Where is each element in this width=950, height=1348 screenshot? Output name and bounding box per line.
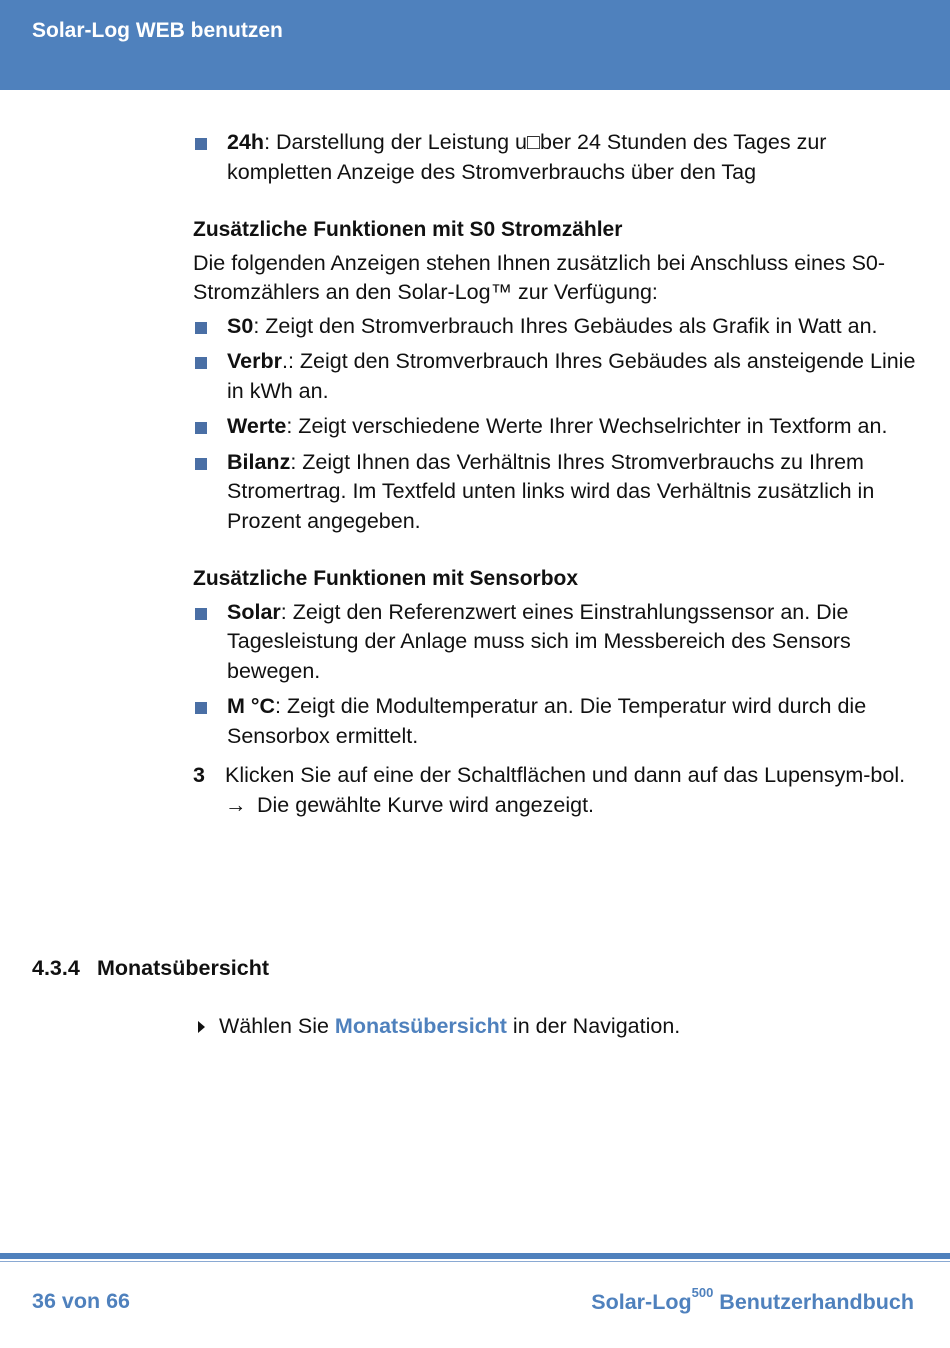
instruction-before: Wählen Sie xyxy=(219,1014,335,1038)
header-title: Solar-Log WEB benutzen xyxy=(32,19,283,42)
monatsuebersicht-link[interactable]: Monatsübersicht xyxy=(334,1014,507,1038)
item-text: .: Zeigt den Stromverbrauch Ihres Gebäudes als ansteigende Linie in kWh an. xyxy=(227,349,916,403)
square-bullet-icon xyxy=(195,322,207,334)
section-heading-4-3-4 xyxy=(32,956,269,981)
list-item xyxy=(193,412,923,442)
item-text: : Zeigt den Referenzwert eines Einstrahlungssensor an. Die Tagesleistung der Anlage muss sich im Messbereich des Sensors bewegen. xyxy=(227,599,851,683)
section-number: 4.3.4 xyxy=(32,956,80,980)
manual-suffix: Benutzerhandbuch xyxy=(713,1290,914,1315)
step-3 xyxy=(193,761,923,820)
item-term: Verbr xyxy=(227,349,282,373)
section-title: Monatsübersicht xyxy=(97,956,270,980)
list-item xyxy=(193,598,923,687)
square-bullet-icon xyxy=(195,422,207,434)
instruction-after: in der Navigation. xyxy=(506,1014,681,1038)
s0-intro: Die folgenden Anzeigen stehen Ihnen zusätzlich bei Anschluss eines S0-Stromzählers an den Solar-Log™ zur Verfügung: xyxy=(193,250,886,304)
result-arrow-icon: → xyxy=(225,792,247,817)
instruction-text xyxy=(219,1014,680,1039)
list-item xyxy=(193,692,923,751)
square-bullet-icon xyxy=(195,138,207,150)
s0-bullet-list xyxy=(193,312,923,537)
main-content xyxy=(193,128,923,820)
item-text: : Zeigt den Stromverbrauch Ihres Gebäudes als Grafik in Watt an. xyxy=(253,313,878,338)
step-text: Klicken Sie auf eine der Schaltflächen und dann auf das Lupensym-bol. xyxy=(225,763,906,787)
square-bullet-icon xyxy=(195,702,207,714)
page-header xyxy=(0,0,950,90)
list-item xyxy=(193,448,923,537)
square-bullet-icon xyxy=(195,608,207,620)
item-term: 24h xyxy=(227,130,265,154)
item-text: : Zeigt Ihnen das Verhältnis Ihres Stromverbrauchs zu Ihrem Stromertrag. Im Textfeld unten links wird das Verhältnis zusätzlich in Prozent angegeben. xyxy=(227,449,875,533)
step-number: 3 xyxy=(193,763,205,787)
item-text: : Zeigt verschiedene Werte Ihrer Wechselrichter in Textform an. xyxy=(286,414,888,438)
sensorbox-heading: Zusätzliche Funktionen mit Sensorbox xyxy=(193,567,579,590)
list-item xyxy=(193,347,923,406)
item-term: Solar xyxy=(227,599,281,624)
list-item xyxy=(193,128,923,187)
step-result xyxy=(225,791,923,821)
manual-superscript: 500 xyxy=(691,1285,714,1300)
square-bullet-icon xyxy=(195,357,207,369)
item-term: S0 xyxy=(227,313,254,338)
item-text: : Darstellung der Leistung u□ber 24 Stunden des Tages zur kompletten Anzeige des Stromverbrauchs über den Tag xyxy=(227,130,827,184)
top-bullet-list xyxy=(193,128,923,187)
footer-divider-thin xyxy=(0,1261,950,1262)
instruction-step xyxy=(198,1014,680,1039)
manual-title xyxy=(591,1285,914,1315)
sensorbox-bullet-list xyxy=(193,598,923,752)
list-item xyxy=(193,312,923,342)
square-bullet-icon xyxy=(195,458,207,470)
triangle-bullet-icon xyxy=(198,1021,205,1033)
item-term: Bilanz xyxy=(227,449,291,474)
result-text: Die gewählte Kurve wird angezeigt. xyxy=(257,792,595,817)
s0-heading: Zusätzliche Funktionen mit S0 Stromzähler xyxy=(193,218,623,241)
manual-name: Solar-Log xyxy=(591,1290,692,1315)
footer-divider xyxy=(0,1253,950,1259)
item-term: M °C xyxy=(227,694,276,718)
item-term: Werte xyxy=(227,414,287,438)
item-text: : Zeigt die Modultemperatur an. Die Temperatur wird durch die Sensorbox ermittelt. xyxy=(227,694,867,748)
page-number: 36 von 66 xyxy=(32,1289,130,1313)
